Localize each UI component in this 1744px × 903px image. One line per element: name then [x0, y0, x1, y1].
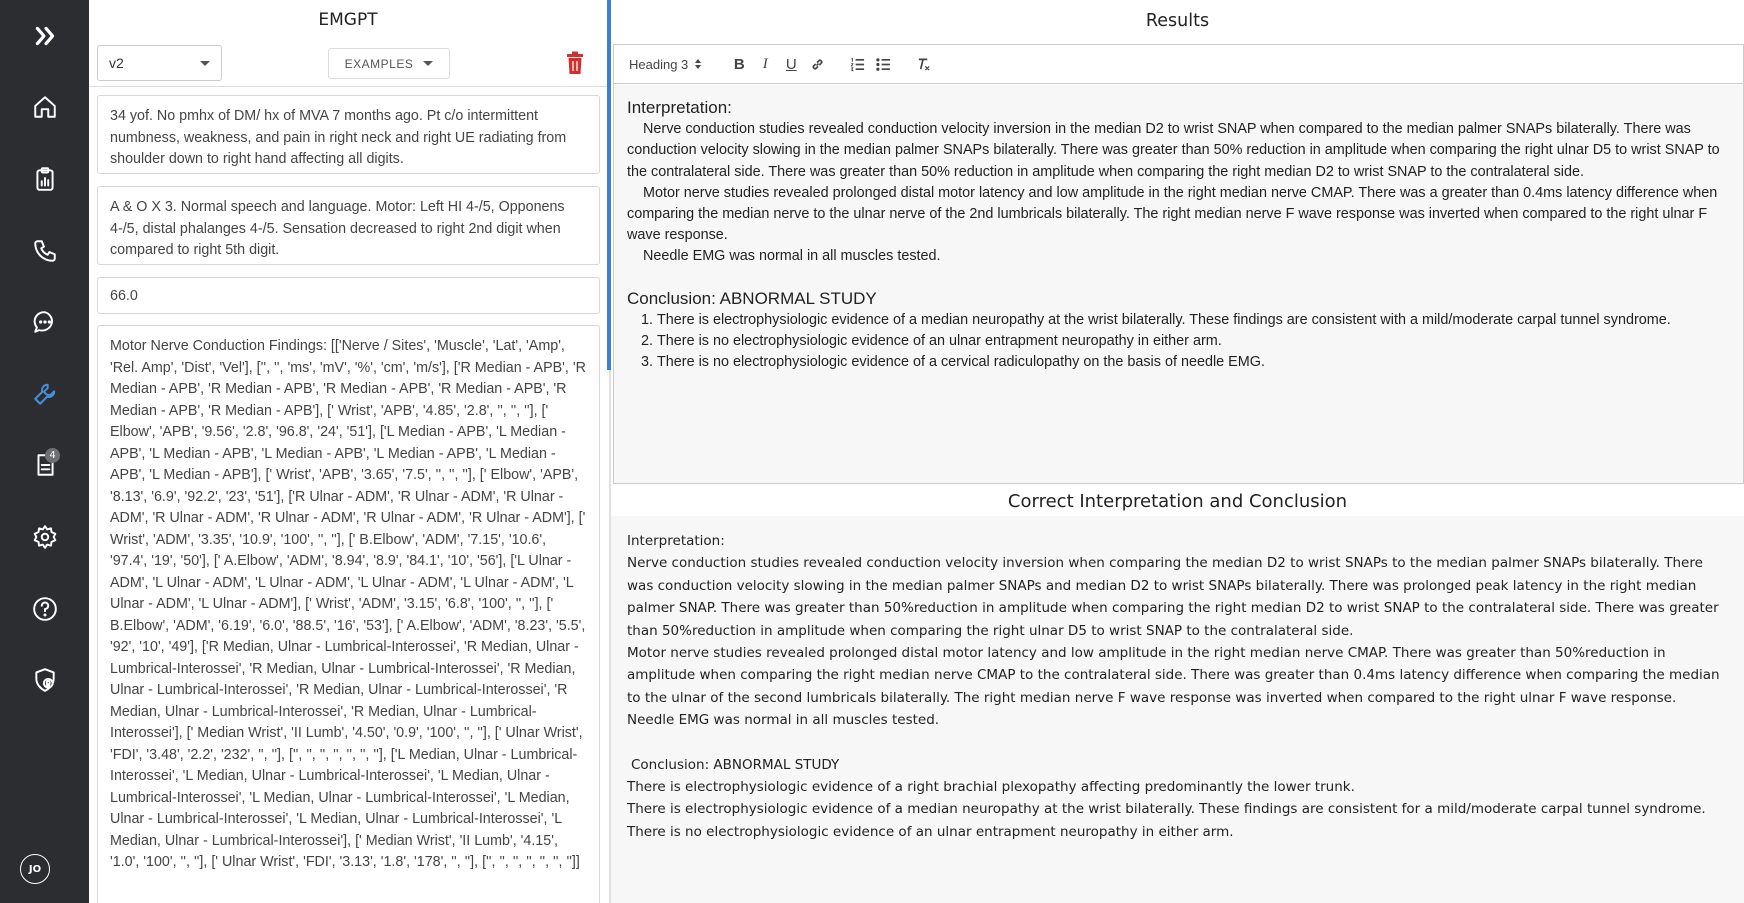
- clear-format-icon: [916, 57, 931, 72]
- spacer: [627, 732, 1728, 754]
- results-editor: [613, 44, 1744, 484]
- ordered-list-button[interactable]: [844, 52, 870, 76]
- nav-security[interactable]: [0, 656, 89, 704]
- correct-interpretation-heading: Interpretation:: [627, 533, 725, 549]
- trash-icon[interactable]: [564, 51, 586, 75]
- list-item: 2. There is no electrophysiologic evidence of an ulnar entrapment neuropathy in either arm.: [657, 331, 1730, 352]
- nav-tools[interactable]: [0, 370, 89, 418]
- divider: [89, 86, 607, 87]
- list-item: 1. There is electrophysiologic evidence of a median neuropathy at the wrist bilaterally. These findings are consistent with a mild/moderate carpal tunnel syndrome.: [657, 310, 1730, 331]
- nav-chat[interactable]: [0, 298, 89, 346]
- correct-conclusion-heading: Conclusion: ABNORMAL STUDY: [631, 756, 840, 773]
- home-icon: [32, 94, 58, 120]
- correct-paragraph: Nerve conduction studies revealed conduction velocity inversion when comparing the median D2 to wrist SNAPs to the median palmer SNAPs bilaterally. There was conduction velocity slowing in the median palmer SNAPs and median D2 to wrist SNAPs bilaterally. There was prolonged peak latency in the right median palmer SNAP. There was greater than 50%reduction in amplitude when comparing the right median D2 to wrist SNAP to the contralateral side. There was greater than 50%reduction in amplitude when comparing the right ulnar D5 to wrist SNAP to the contralateral side.: [627, 555, 1719, 639]
- exam-textarea[interactable]: A & O X 3. Normal speech and language. Motor: Left HI 4-/5, Opponens 4-/5, distal phalanges 4-/5. Sensation decreased to right 2nd digit when compared to right 5th digit.: [97, 186, 600, 265]
- list-item: 3. There is no electrophysiologic evidence of a cervical radiculopathy on the basis of needle EMG.: [657, 352, 1730, 373]
- expand-sidebar-button[interactable]: [0, 12, 89, 60]
- link-icon: [810, 57, 825, 72]
- correct-conclusion-item: There is electrophysiologic evidence of a right brachial plexopathy affecting predominantly the lower trunk.: [627, 779, 1355, 796]
- results-title: Results: [1145, 11, 1210, 31]
- wrench-icon: [32, 381, 58, 407]
- chat-icon: [32, 309, 58, 335]
- clipboard-chart-icon: [32, 166, 58, 192]
- editor-toolbar: [614, 45, 1743, 84]
- gear-icon: [32, 524, 58, 550]
- bullet-list-button[interactable]: [870, 52, 896, 76]
- examples-dropdown[interactable]: [328, 48, 450, 79]
- interpretation-heading: Interpretation:: [627, 98, 732, 117]
- version-select[interactable]: [97, 45, 222, 81]
- version-select-value: v2: [109, 55, 124, 71]
- interpretation-paragraph: Needle EMG was normal in all muscles tested.: [643, 248, 941, 265]
- sort-arrows-icon: [694, 58, 702, 70]
- correct-content: [611, 516, 1744, 903]
- link-button[interactable]: [804, 52, 830, 76]
- editor-content[interactable]: [614, 85, 1743, 483]
- heading-select-value: Heading 3: [629, 56, 689, 72]
- bullet-list-icon: [876, 57, 891, 72]
- chevron-down-icon: [200, 61, 210, 66]
- phone-icon: [32, 238, 58, 264]
- chevrons-right-icon: [32, 23, 58, 49]
- findings-textarea[interactable]: Motor Nerve Conduction Findings: [['Nerve / Sites', 'Muscle', 'Lat', 'Amp', 'Rel. Amp', 'Dist', 'Vel'], ['', '', 'ms', 'mV', '%', 'cm', 'm/s'], ['R Median - APB', 'R Median - APB', 'R Median - APB', 'R Median - APB', 'R Median - APB', 'R Median - APB', 'R Median - APB'], [' Wrist', 'APB', '4.85', '2.8', '', '', ''], [' Elbow', 'APB', '9.56', '2.8', '96.8', '24', '51'], ['L Median - APB', 'L Median - APB', 'L Median - APB', 'L Median - APB', 'L Median - APB', 'L Median - APB', 'L Median - APB'], [' Wrist', 'APB', '3.65', '7.5', '', '', ''], [' Elbow', 'APB', '8.13', '6.9', '92.2', '23', '51'], ['R Ulnar - ADM', 'R Ulnar - ADM', 'R Ulnar - ADM', 'R Ulnar - ADM', 'R Ulnar - ADM', 'R Ulnar - ADM', 'R Ulnar - ADM'], [' Wrist', 'ADM', '3.35', '10.9', '100', '', ''], [' B.Elbow', 'ADM', '7.15', '10.6', '97.4', '19', '50'], [' A.Elbow', 'ADM', '8.94', '8.9', '84.1', '10', '56'], ['L Ulnar - ADM', 'L Ulnar - ADM', 'L Ulnar - ADM', 'L Ulnar - ADM', 'L Ulnar - ADM', 'L Ulnar - ADM', 'L Ulnar - ADM'], [' Wrist', 'ADM', '3.15', '6.8', '100', '', ''], [' B.Elbow', 'ADM', '6.19', '6.0', '88.5', '16', '53'], [' A.Elbow', 'ADM', '8.23', '5.5', '92', '10', '49'], ['R Median, Ulnar - Lumbrical-Interossei', 'R Median, Ulnar - Lumbrical-Interossei', 'R Median, Ulnar - Lumbrical-Interossei', 'R Median, Ulnar - Lumbrical-Interossei', 'R Median, Ulnar - Lumbrical-Interossei', 'R Median, Ulnar - Lumbrical-Interossei', 'R Median, Ulnar - Lumbrical-Interossei'], [' Median Wrist', 'II Lumb', '4.50', '0.9', '100', '', ''], [' Ulnar Wrist', 'FDI', '3.48', '2.2', '232', '', ''], ['', '', '', '', '', '', ''], ['L Median, Ulnar - Lumbrical-Interossei', 'L Median, Ulnar - Lumbrical-Interossei', 'L Median, Ulnar - Lumbrical-Interossei', 'L Median, Ulnar - Lumbrical-Interossei', 'L Median, Ulnar - Lumbrical-Interossei', 'L Median, Ulnar - Lumbrical-Interossei', 'L Median, Ulnar - Lumbrical-Interossei'], [' Median Wrist', 'II Lumb', '4.15', '1.0', '100', '', ''], [' Ulnar Wrist', 'FDI', '3.13', '1.8', '178', '', ''], ['', '', '', '', '', '', '']]: [97, 325, 600, 903]
- interpretation-paragraph: Motor nerve studies revealed prolonged distal motor latency and low amplitude in the right median nerve CMAP. There was a greater than 0.4ms latency difference when comparing the median nerve to the ulnar nerve of the 2nd lumbricals bilaterally. The right median nerve F wave response was inverted when compared to the right ulnar F wave response.: [627, 184, 1718, 244]
- conclusion-heading: Conclusion: ABNORMAL STUDY: [627, 288, 877, 308]
- input-panel: [89, 0, 607, 903]
- correct-paragraph: Needle EMG was normal in all muscles tested.: [627, 712, 940, 729]
- nav-settings[interactable]: [0, 513, 89, 561]
- conclusion-list: [657, 310, 1730, 374]
- correct-section-title: Correct Interpretation and Conclusion: [1007, 491, 1348, 512]
- help-icon: [32, 596, 58, 622]
- heading-select[interactable]: [629, 57, 702, 72]
- nav-phone[interactable]: [0, 227, 89, 275]
- nav-documents[interactable]: [0, 441, 89, 489]
- correct-conclusion-item: There is electrophysiologic evidence of a median neuropathy at the wrist bilaterally. These findings are consistent for a mild/moderate carpal tunnel syndrome.: [627, 801, 1706, 818]
- clear-format-button[interactable]: [910, 52, 936, 76]
- correct-conclusion-item: There is no electrophysiologic evidence of an ulnar entrapment neuropathy in either arm.: [627, 823, 1234, 840]
- chevron-down-icon: [423, 61, 433, 66]
- nav-help[interactable]: [0, 585, 89, 633]
- value-input[interactable]: 66.0: [97, 277, 600, 314]
- avatar[interactable]: JO: [20, 854, 50, 884]
- interpretation-paragraph: Nerve conduction studies revealed conduction velocity inversion in the median D2 to wrist SNAP when compared to the median palmer SNAPs bilaterally. There was conduction velocity slowing in the median palmer SNAPs bilaterally. There was greater than 50% reduction in amplitude when comparing the right ulnar D5 to wrist SNAP to the contralateral side. There was greater than 50% reduction in amplitude when comparing the right median D2 to wrist SNAP to the contralateral side.: [627, 121, 1720, 180]
- nav-home[interactable]: [0, 83, 89, 131]
- bold-button[interactable]: B: [733, 55, 745, 73]
- correct-paragraph: Motor nerve studies revealed prolonged distal motor latency and low amplitude in the right median nerve CMAP. There was greater than 50%reduction in amplitude when comparing the right median nerve CMAP to the contralateral side. There was greater than 0.4ms latency difference when comparing the median to the ulnar of the second lumbricals bilaterally. The right median nerve F wave response was inverted when compared to the right ulnar F wave response.: [627, 645, 1720, 706]
- history-textarea[interactable]: 34 yof. No pmhx of DM/ hx of MVA 7 months ago. Pt c/o intermittent numbness, weakness, and pain in right neck and right UE radiating from shoulder down to right hand affecting all digits.: [97, 95, 600, 174]
- italic-button[interactable]: I: [762, 55, 768, 72]
- ordered-list-icon: [850, 57, 865, 72]
- sidebar: [0, 0, 89, 903]
- underline-button[interactable]: U: [785, 55, 797, 73]
- nav-reports[interactable]: [0, 155, 89, 203]
- notification-badge: 4: [45, 448, 60, 463]
- examples-label: EXAMPLES: [344, 56, 414, 71]
- results-panel: [611, 0, 1744, 903]
- panel-title: EMGPT: [318, 10, 378, 30]
- shield-lock-icon: [32, 667, 58, 693]
